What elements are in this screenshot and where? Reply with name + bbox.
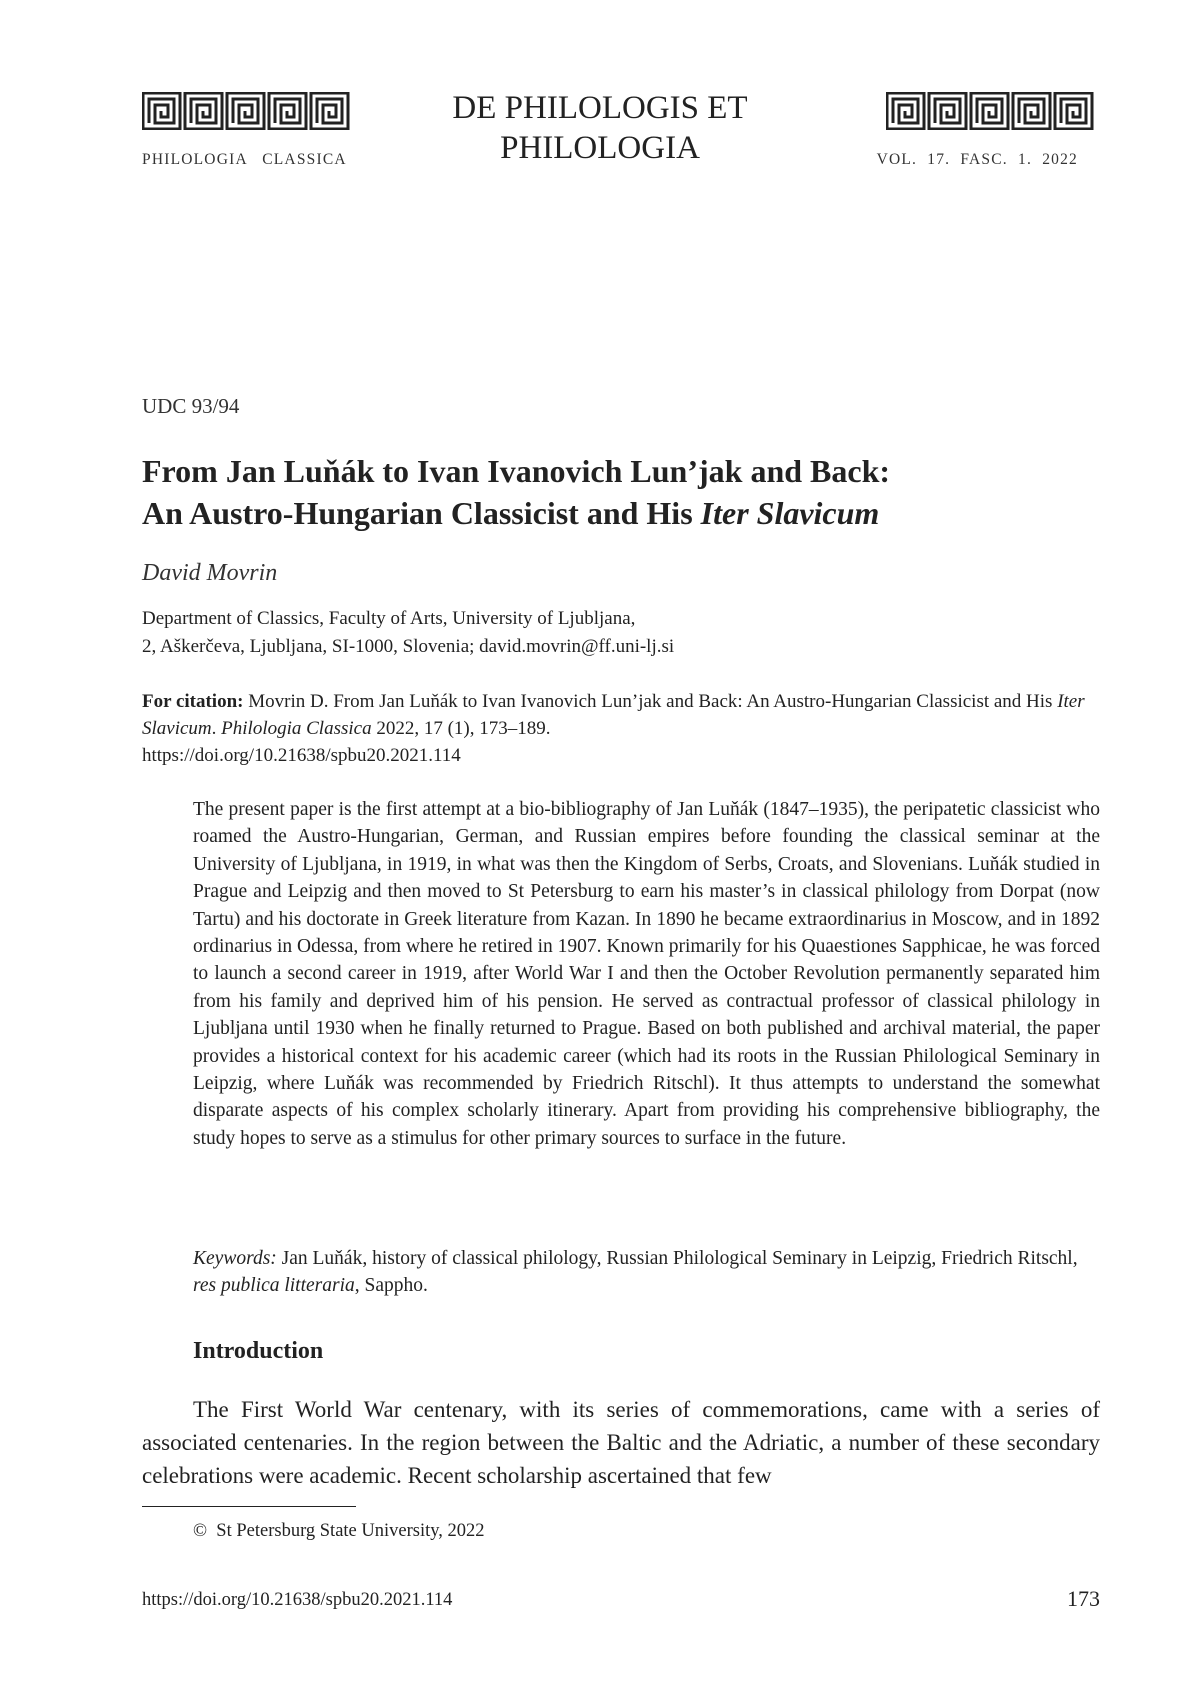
series-label: PHILOLOGIA CLASSICA: [142, 151, 347, 168]
author-affiliation: Department of Classics, Faculty of Arts, University of Ljubljana, 2, Aškerčeva, Ljubljana, SI-1000, Slovenia; david.movrin@ff.uni-lj.si: [142, 608, 675, 657]
page-number: 173: [1067, 1586, 1100, 1611]
citation-block: For citation: Movrin D. From Jan Luňák to Ivan Ivanovich Lun’jak and Back: An Austro-Hungarian Classicist and His Iter Slavicum. Philologia Classica 2022, 17 (1), 173–189. https://doi.org/10.21638/spbu20.2021.114: [142, 691, 1085, 766]
author-name: David Movrin: [142, 560, 278, 586]
footnote-divider: [142, 1506, 356, 1507]
footer-doi-link[interactable]: https://doi.org/10.21638/spbu20.2021.114: [142, 1590, 453, 1610]
body-paragraph: The First World War centenary, with its series of commemorations, came with a series of associated centenaries. In the region between the Baltic and the Adriatic, a number of these secondary celebrations were academic. Recent scholarship ascertained that few: [142, 1397, 1100, 1488]
journal-title: DE PHILOLOGIS ET PHILOLOGIA: [452, 90, 748, 166]
udc-code: UDC 93/94: [142, 394, 240, 418]
citation-doi-link[interactable]: https://doi.org/10.21638/spbu20.2021.114: [142, 745, 461, 766]
volume-label: VOL. 17. FASC. 1. 2022: [876, 151, 1078, 168]
keywords: Keywords: Jan Luňák, history of classical philology, Russian Philological Seminary in Leipzig, Friedrich Ritschl, res publica litteraria, Sappho.: [193, 1248, 1078, 1297]
article-title: From Jan Luňák to Ivan Ivanovich Lun’jak and Back: An Austro-Hungarian Classicist and His Iter Slavicum: [142, 453, 891, 531]
copyright-note: © St Petersburg State University, 2022: [193, 1521, 485, 1541]
section-heading-introduction: Introduction: [193, 1338, 324, 1364]
abstract: The present paper is the first attempt at a bio-bibliography of Jan Luňák (1847–1935), the peripatetic classicist who roamed the Austro-Hungarian, German, and Russian empires before founding the classical seminar at the University of Ljubljana, in 1919, in what was then the Kingdom of Serbs, Croats, and Slovenians. Luňák studied in Prague and Leipzig and then moved to St Petersburg to earn his master’s in classical philology from Dorpat (now Tartu) and his doctorate in Greek literature from Kazan. In 1890 he became extraordinarius in Moscow, and in 1892 ordinarius in Odessa, from where he retired in 1907. Known primarily for his Quaestiones Sapphicae, he was forced to launch a second career in 1919, after World War I and then the October Revolution permanently separated him from his family and deprived him of his pension. He served as contractual professor of classical philology in Ljubljana until 1930 when he finally returned to Prague. Based on both published and archival material, the paper provides a historical context for his academic career (which had its roots in the Russian Philological Seminary in Leipzig, where Luňák was recommended by Friedrich Ritschl). It thus attempts to understand the somewhat disparate aspects of his complex scholarly itinerary. Apart from providing his comprehensive bibliography, the study hopes to serve as a stimulus for other primary sources to surface in the future.: [193, 799, 1100, 1149]
